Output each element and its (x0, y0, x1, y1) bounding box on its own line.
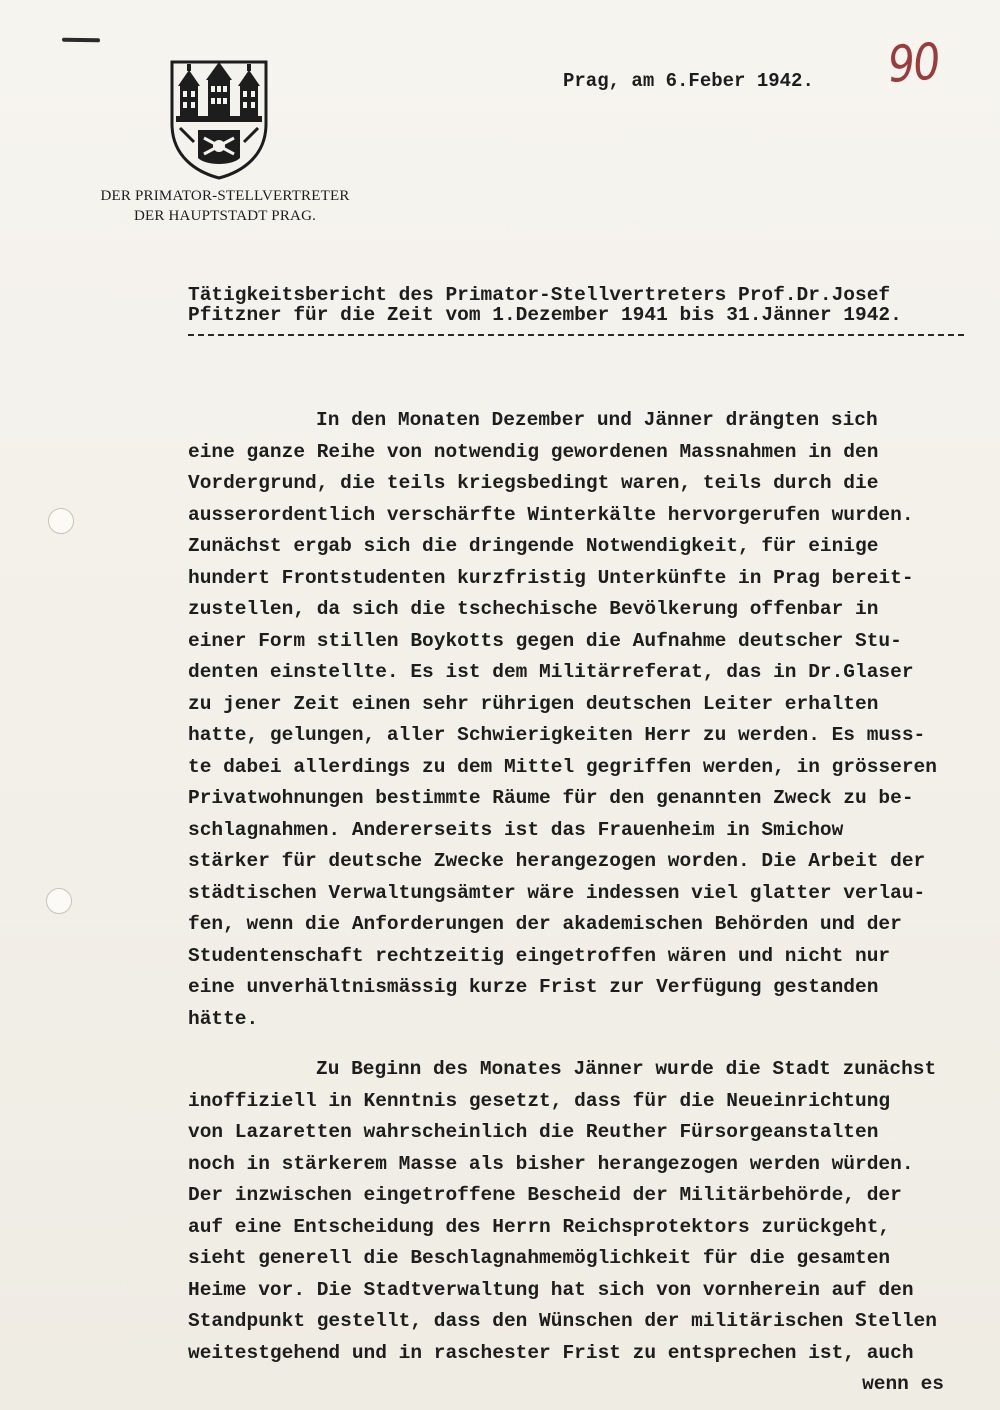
text-line: einer Form stillen Boykotts gegen die Aufnahme deutscher Stu- (188, 629, 902, 652)
text-line: eine ganze Reihe von notwendig gewordenen Massnahmen in den (188, 440, 879, 463)
text-line: inoffiziell in Kenntnis gesetzt, dass für die Neueinrichtung (188, 1089, 891, 1112)
text-line: hatte, gelungen, aller Schwierigkeiten Herr zu werden. Es muss- (188, 724, 926, 746)
title-underline (188, 334, 964, 336)
text-line: Standpunkt gestellt, dass den Wünschen der militärischen Stellen (188, 1310, 937, 1332)
text-line: stärker für deutsche Zwecke herangezogen worden. Die Arbeit der (188, 850, 926, 872)
handwritten-folio-number: 90 (886, 32, 941, 94)
text-line: In den Monaten Dezember und Jänner drängten sich (316, 409, 878, 431)
text-line: schlagnahmen. Andererseits ist das Frauenheim in Smichow (188, 818, 844, 841)
text-line: städtischen Verwaltungsämter wäre indessen viel glatter verlau- (188, 881, 926, 904)
closing-catchword: wenn es (862, 1373, 944, 1395)
punch-hole-top (48, 508, 74, 534)
date-line: Prag, am 6.Feber 1942. (563, 70, 814, 92)
pen-dash-mark (62, 38, 100, 43)
text-line: hätte. (188, 1007, 259, 1030)
text-line: Zu Beginn des Monates Jänner wurde die Stadt zunächst (316, 1058, 937, 1080)
text-line: Heime vor. Die Stadtverwaltung hat sich von vornherein auf den (188, 1278, 914, 1301)
text-line: Der inzwischen eingetroffene Bescheid der Militärbehörde, der (188, 1184, 902, 1206)
text-line: denten einstellte. Es ist dem Militärreferat, das in Dr.Glaser (188, 661, 914, 683)
letterhead (60, 186, 390, 226)
text-line: Studentenschaft rechtzeitig eingetroffen wären und nicht nur (188, 944, 891, 967)
text-line: weitestgehend und in raschester Frist zu entsprechen ist, auch (188, 1341, 914, 1364)
punch-hole-bottom (46, 888, 72, 914)
text-line: zu jener Zeit einen sehr rührigen deutschen Leiter erhalten (188, 692, 879, 715)
text-line: eine unverhältnismässig kurze Frist zur Verfügung gestanden (188, 976, 879, 998)
text-line: Zunächst ergab sich die dringende Notwendigkeit, für einige (188, 535, 879, 557)
title-line-2: Pfitzner für die Zeit vom 1.Dezember 1941 bis 31.Jänner 1942. (188, 304, 902, 326)
report-body (188, 405, 968, 1401)
text-line: noch in stärkerem Masse als bisher herangezogen werden würden. (188, 1152, 914, 1175)
text-line: auf eine Entscheidung des Herrn Reichsprotektors zurückgeht, (188, 1215, 891, 1238)
report-title (188, 285, 948, 325)
title-line-1: Tätigkeitsbericht des Primator-Stellvertreters Prof.Dr.Josef (188, 284, 891, 306)
text-line: sieht generell die Beschlagnahmemöglichkeit für die gesamten (188, 1247, 891, 1269)
prague-coat-of-arms-icon (168, 58, 270, 180)
letterhead-line-2: DER HAUPTSTADT PRAG. (133, 208, 317, 224)
text-line: Vordergrund, die teils kriegsbedingt waren, teils durch die (188, 472, 879, 494)
text-line: zustellen, da sich die tschechische Bevölkerung offenbar in (188, 598, 879, 620)
text-line: hundert Frontstudenten kurzfristig Unterkünfte in Prag bereit- (188, 566, 914, 589)
letterhead-line-1: DER PRIMATOR-STELLVERTRETER (100, 188, 350, 204)
text-line: fen, wenn die Anforderungen der akademischen Behörden und der (188, 913, 902, 935)
text-line: te dabei allerdings zu dem Mittel gegriffen werden, in grösseren (188, 755, 937, 778)
text-line: ausserordentlich verschärfte Winterkälte hervorgerufen wurden. (188, 503, 914, 526)
text-line: Privatwohnungen bestimmte Räume für den genannten Zweck zu be- (188, 787, 914, 809)
text-line: von Lazaretten wahrscheinlich die Reuther Fürsorgeanstalten (188, 1121, 879, 1143)
